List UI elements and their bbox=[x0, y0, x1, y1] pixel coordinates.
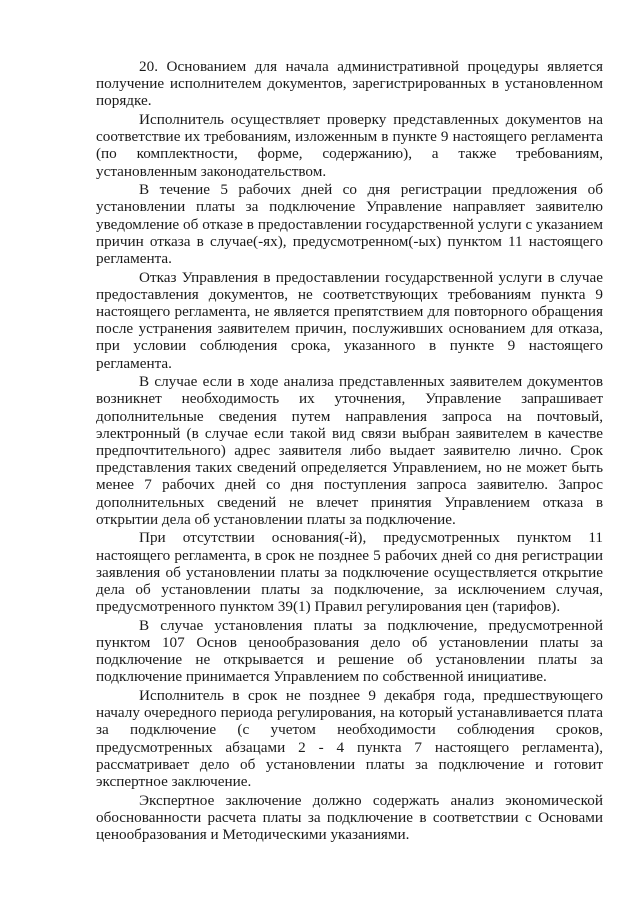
paragraph-additional-info-request: В случае если в ходе анализа представленных заявителем документов возникнет необходимость их уточнения, Управление запрашивает дополнительные сведения путем направления запроса на почтовый, электронный (в случае если такой вид связи выбран заявителем в качестве предпочтительного) адрес заявителя либо выдает заявителю лично. Срок представления таких сведений определяется Управлением, но не может быть менее 7 рабочих дней со дня поступления запроса заявителю. Запрос дополнительных сведений не влечет принятия Управлением отказа в открытии дела об установлении платы за подключение. bbox=[96, 373, 603, 528]
paragraph-refusal-not-obstacle: Отказ Управления в предоставлении государственной услуги в случае предоставления документов, не соответствующих требованиям пункта 9 настоящего регламента, не является препятствием для повторного обращения после устранения заявителем причин, послуживших основанием для отказа, при условии соблюдения срока, указанного в пункте 9 настоящего регламента. bbox=[96, 268, 603, 372]
paragraph-20-basis: 20. Основанием для начала административной процедуры является получение исполнителем документов, зарегистрированных в установленном порядке. bbox=[96, 58, 603, 110]
paragraph-refusal-notice: В течение 5 рабочих дней со дня регистрации предложения об установлении платы за подключение Управление направляет заявителю уведомление об отказе в предоставлении государственной услуги с указанием причин отказа в случае(-ях), предусмотренном(-ых) пунктом 11 настоящего регламента. bbox=[96, 181, 603, 268]
paragraph-case-opening: При отсутствии основания(-й), предусмотренных пунктом 11 настоящего регламента, в срок не позднее 5 рабочих дней со дня регистрации заявления об установлении платы за подключение осуществляется открытие дела об установлении платы за подключение, за исключением случая, предусмотренного пунктом 39(1) Правил регулирования цен (тарифов). bbox=[96, 529, 603, 616]
document-body bbox=[96, 58, 603, 845]
paragraph-document-check: Исполнитель осуществляет проверку представленных документов на соответствие их требованиям, изложенным в пункте 9 настоящего регламента (по комплектности, форме, содержанию), а также требованиям, установленным законодательством. bbox=[96, 111, 603, 180]
paragraph-expert-conclusion: Экспертное заключение должно содержать анализ экономической обоснованности расчета платы за подключение в соответствии с Основами ценообразования и Методическими указаниями. bbox=[96, 791, 603, 844]
paragraph-case-review-deadline: Исполнитель в срок не позднее 9 декабря года, предшествующего началу очередного периода регулирования, на который устанавливается плата за подключение (с учетом необходимости соблюдения сроков, предусмотренных абзацами 2 - 4 пункта 7 настоящего регламента), рассматривает дело об установлении платы за подключение и готовит экспертное заключение. bbox=[96, 687, 603, 791]
paragraph-own-initiative: В случае установления платы за подключение, предусмотренной пунктом 107 Основ ценообразования дело об установлении платы за подключение не открывается и решение об установлении платы за подключение принимается Управлением по собственной инициативе. bbox=[96, 616, 603, 686]
